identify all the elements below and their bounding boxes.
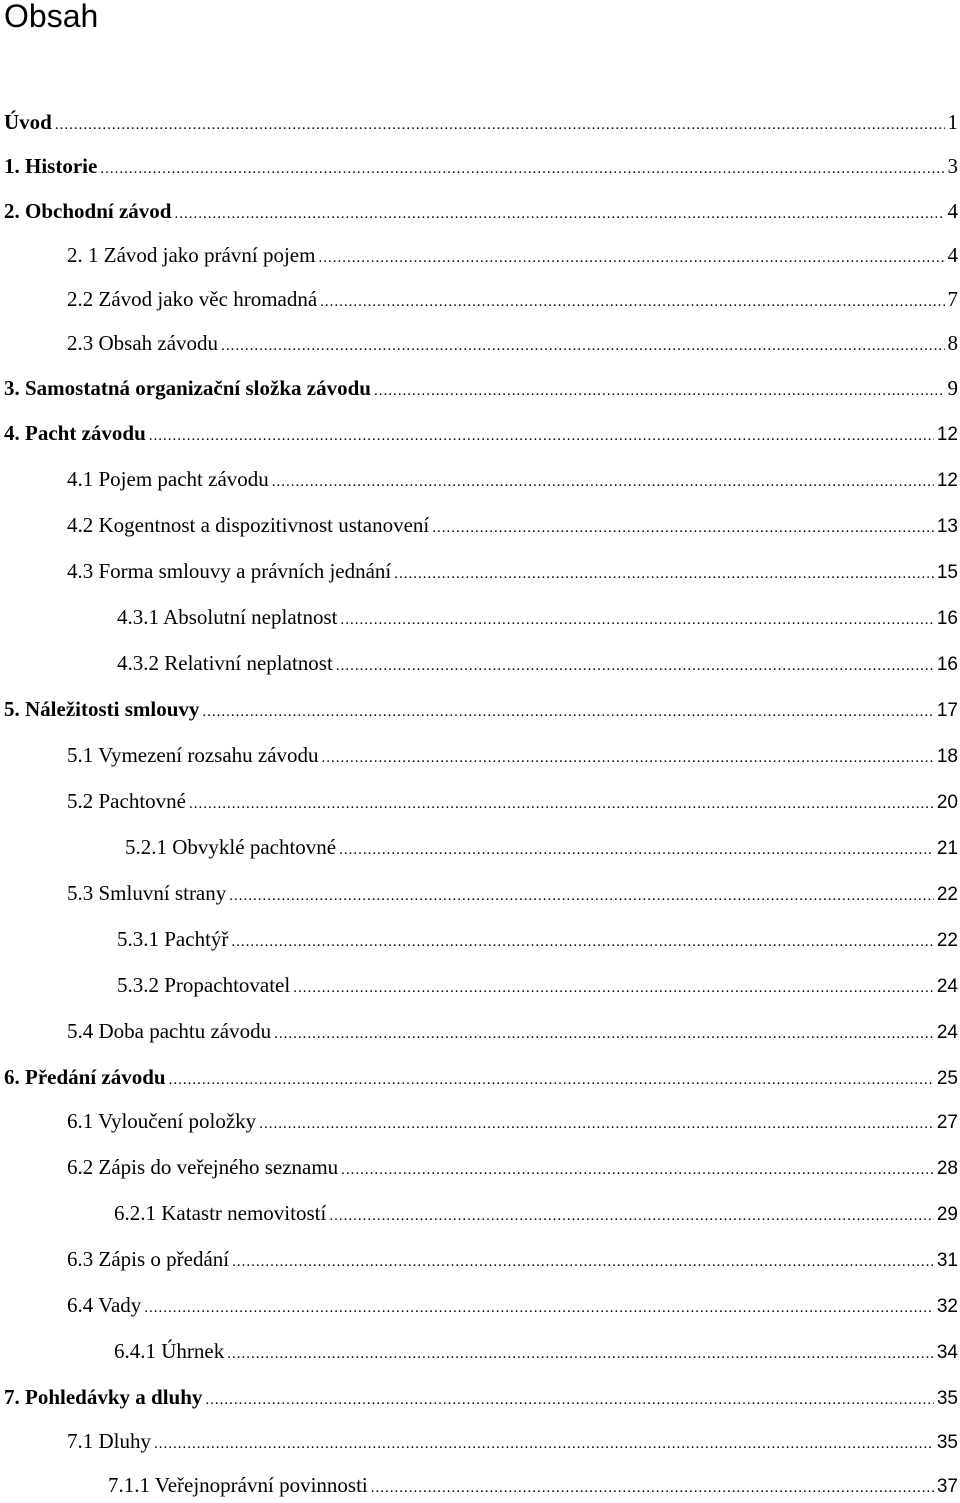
toc-page-number: 12 [937,466,960,496]
toc-entry-6-4[interactable] [67,1290,960,1320]
toc-page-number: 17 [937,696,960,726]
toc-entry-5-4[interactable] [67,1016,960,1046]
toc-leader-dots [318,243,944,273]
toc-entry-6-4-1[interactable] [114,1336,960,1366]
toc-entry-label: 7.1 Dluhy [67,1426,151,1456]
toc-entry-5-3-1[interactable] [117,924,960,954]
toc-entry-label: 5.3 Smluvní strany [67,878,226,908]
toc-page-number: 20 [937,788,960,818]
toc-leader-dots [189,789,934,819]
toc-page-number: 24 [937,1018,960,1048]
toc-page-number: 37 [937,1472,960,1502]
toc-entry-6-3[interactable] [67,1244,960,1274]
toc-entry-label: 5.4 Doba pachtu závodu [67,1016,271,1046]
toc-entry-label: 7.1.1 Veřejnoprávní povinnosti [108,1470,368,1500]
toc-page-number: 3 [948,151,960,181]
toc-leader-dots [169,1065,934,1095]
toc-page-number: 24 [937,972,960,1002]
toc-leader-dots [322,743,934,773]
toc-page-number: 16 [937,650,960,680]
toc-page-number: 1 [948,107,960,137]
toc-entry-label: 6.2 Zápis do veřejného seznamu [67,1152,338,1182]
toc-page-number: 16 [937,604,960,634]
toc-leader-dots [232,1247,934,1277]
toc-page-number: 4 [948,196,960,226]
toc-leader-dots [144,1293,934,1323]
toc-page-number: 35 [937,1428,960,1458]
toc-leader-dots [55,110,945,140]
toc-entry-label: 2. Obchodní závod [4,196,171,226]
toc-entry-label: 1. Historie [4,151,97,181]
toc-leader-dots [221,331,944,361]
toc-leader-dots [374,376,945,406]
toc-entry-label: 6.2.1 Katastr nemovitostí [114,1198,326,1228]
toc-entry-label: 4.3.2 Relativní neplatnost [117,648,333,678]
toc-entry-7-1[interactable] [67,1426,960,1456]
toc-page-number: 27 [937,1108,960,1138]
toc-leader-dots [231,927,933,957]
toc-entry-label: 6.4.1 Úhrnek [114,1336,224,1366]
toc-page-number: 32 [937,1292,960,1322]
toc-page-number: 34 [937,1338,960,1368]
toc-entry-5-2[interactable] [67,786,960,816]
toc-leader-dots [336,651,934,681]
toc-leader-dots [320,287,944,317]
toc-entry-2-2[interactable] [67,284,960,314]
toc-page-number: 12 [937,420,960,450]
toc-entry-obchodni-zavod[interactable] [4,196,960,226]
toc-entry-label: 4. Pacht závodu [4,418,146,448]
toc-entry-2-1[interactable] [67,240,960,270]
toc-entry-label: 5.2 Pachtovné [67,786,186,816]
toc-entry-label: 6.3 Zápis o předání [67,1244,229,1274]
toc-entry-4-3-1[interactable] [117,602,960,632]
toc-entry-label: 5.1 Vymezení rozsahu závodu [67,740,319,770]
toc-page-number: 22 [937,880,960,910]
toc-leader-dots [227,1339,934,1369]
toc-entry-4-3[interactable] [67,556,960,586]
toc-leader-dots [174,199,944,229]
toc-entry-predani-zavodu[interactable] [4,1062,960,1092]
toc-entry-label: 2. 1 Závod jako právní pojem [67,240,315,270]
toc-leader-dots [100,154,944,184]
toc-leader-dots [272,467,934,497]
toc-leader-dots [259,1109,934,1139]
toc-entry-label: 4.1 Pojem pacht závodu [67,464,269,494]
toc-page-number: 22 [937,926,960,956]
toc-page-number: 31 [937,1246,960,1276]
toc-entry-label: 6.4 Vady [67,1290,141,1320]
toc-entry-label: 4.2 Kogentnost a dispozitivnost ustanovení [67,510,429,540]
toc-page-number: 35 [937,1384,960,1414]
toc-entry-5-3-2[interactable] [117,970,960,1000]
toc-leader-dots [394,559,934,589]
toc-entry-5-1[interactable] [67,740,960,770]
toc-entry-label: 4.3 Forma smlouvy a právních jednání [67,556,391,586]
toc-entry-label: 4.3.1 Absolutní neplatnost [117,602,338,632]
toc-entry-7-1-1[interactable] [108,1470,960,1500]
toc-entry-4-3-2[interactable] [117,648,960,678]
toc-entry-nalezitosti-smlouvy[interactable] [4,694,960,724]
toc-entry-uvod[interactable] [4,107,960,137]
toc-entry-6-2[interactable] [67,1152,960,1182]
toc-leader-dots [154,1429,934,1459]
toc-entry-6-2-1[interactable] [114,1198,960,1228]
toc-page-number: 25 [937,1064,960,1094]
toc-leader-dots [329,1201,934,1231]
toc-entry-label: 5.2.1 Obvyklé pachtovné [125,832,336,862]
toc-heading: Obsah [4,0,98,38]
toc-page-number: 4 [948,240,960,270]
toc-leader-dots [341,605,934,635]
toc-entry-label: 3. Samostatná organizační složka závodu [4,373,371,403]
toc-leader-dots [293,973,934,1003]
toc-leader-dots [371,1473,934,1503]
toc-page-number: 15 [937,558,960,588]
toc-page-number: 13 [937,512,960,542]
toc-entry-pohledavky-a-dluhy[interactable] [4,1382,960,1412]
toc-leader-dots [149,421,934,451]
toc-entry-historie[interactable] [4,151,960,181]
toc-leader-dots [229,881,934,911]
toc-entry-label: 5. Náležitosti smlouvy [4,694,199,724]
toc-entry-4-2[interactable] [67,510,960,540]
toc-entry-5-2-1[interactable] [125,832,960,862]
toc-entry-samostatna-slozka[interactable] [4,373,960,403]
toc-page-number: 18 [937,742,960,772]
toc-entry-label: 5.3.2 Propachtovatel [117,970,290,1000]
toc-page-number: 29 [937,1200,960,1230]
toc-page-number: 28 [937,1154,960,1184]
toc-entry-pacht-zavodu[interactable] [4,418,960,448]
toc-page-number: 7 [948,284,960,314]
toc-entry-6-1[interactable] [67,1106,960,1136]
toc-entry-4-1[interactable] [67,464,960,494]
toc-entry-label: Úvod [4,107,52,137]
toc-entry-label: 6.1 Vyloučení položky [67,1106,256,1136]
toc-page-number: 8 [948,328,960,358]
toc-leader-dots [274,1019,934,1049]
toc-leader-dots [339,835,934,865]
toc-page-number: 9 [948,373,960,403]
toc-entry-label: 7. Pohledávky a dluhy [4,1382,202,1412]
toc-leader-dots [202,697,933,727]
toc-page-number: 21 [937,834,960,864]
toc-leader-dots [432,513,934,543]
toc-entry-label: 6. Předání závodu [4,1062,166,1092]
toc-entry-label: 2.3 Obsah závodu [67,328,218,358]
toc-entry-5-3[interactable] [67,878,960,908]
toc-entry-label: 2.2 Závod jako věc hromadná [67,284,317,314]
toc-entry-2-3[interactable] [67,328,960,358]
toc-entry-label: 5.3.1 Pachtýř [117,924,228,954]
toc-leader-dots [205,1385,933,1415]
toc-leader-dots [341,1155,934,1185]
